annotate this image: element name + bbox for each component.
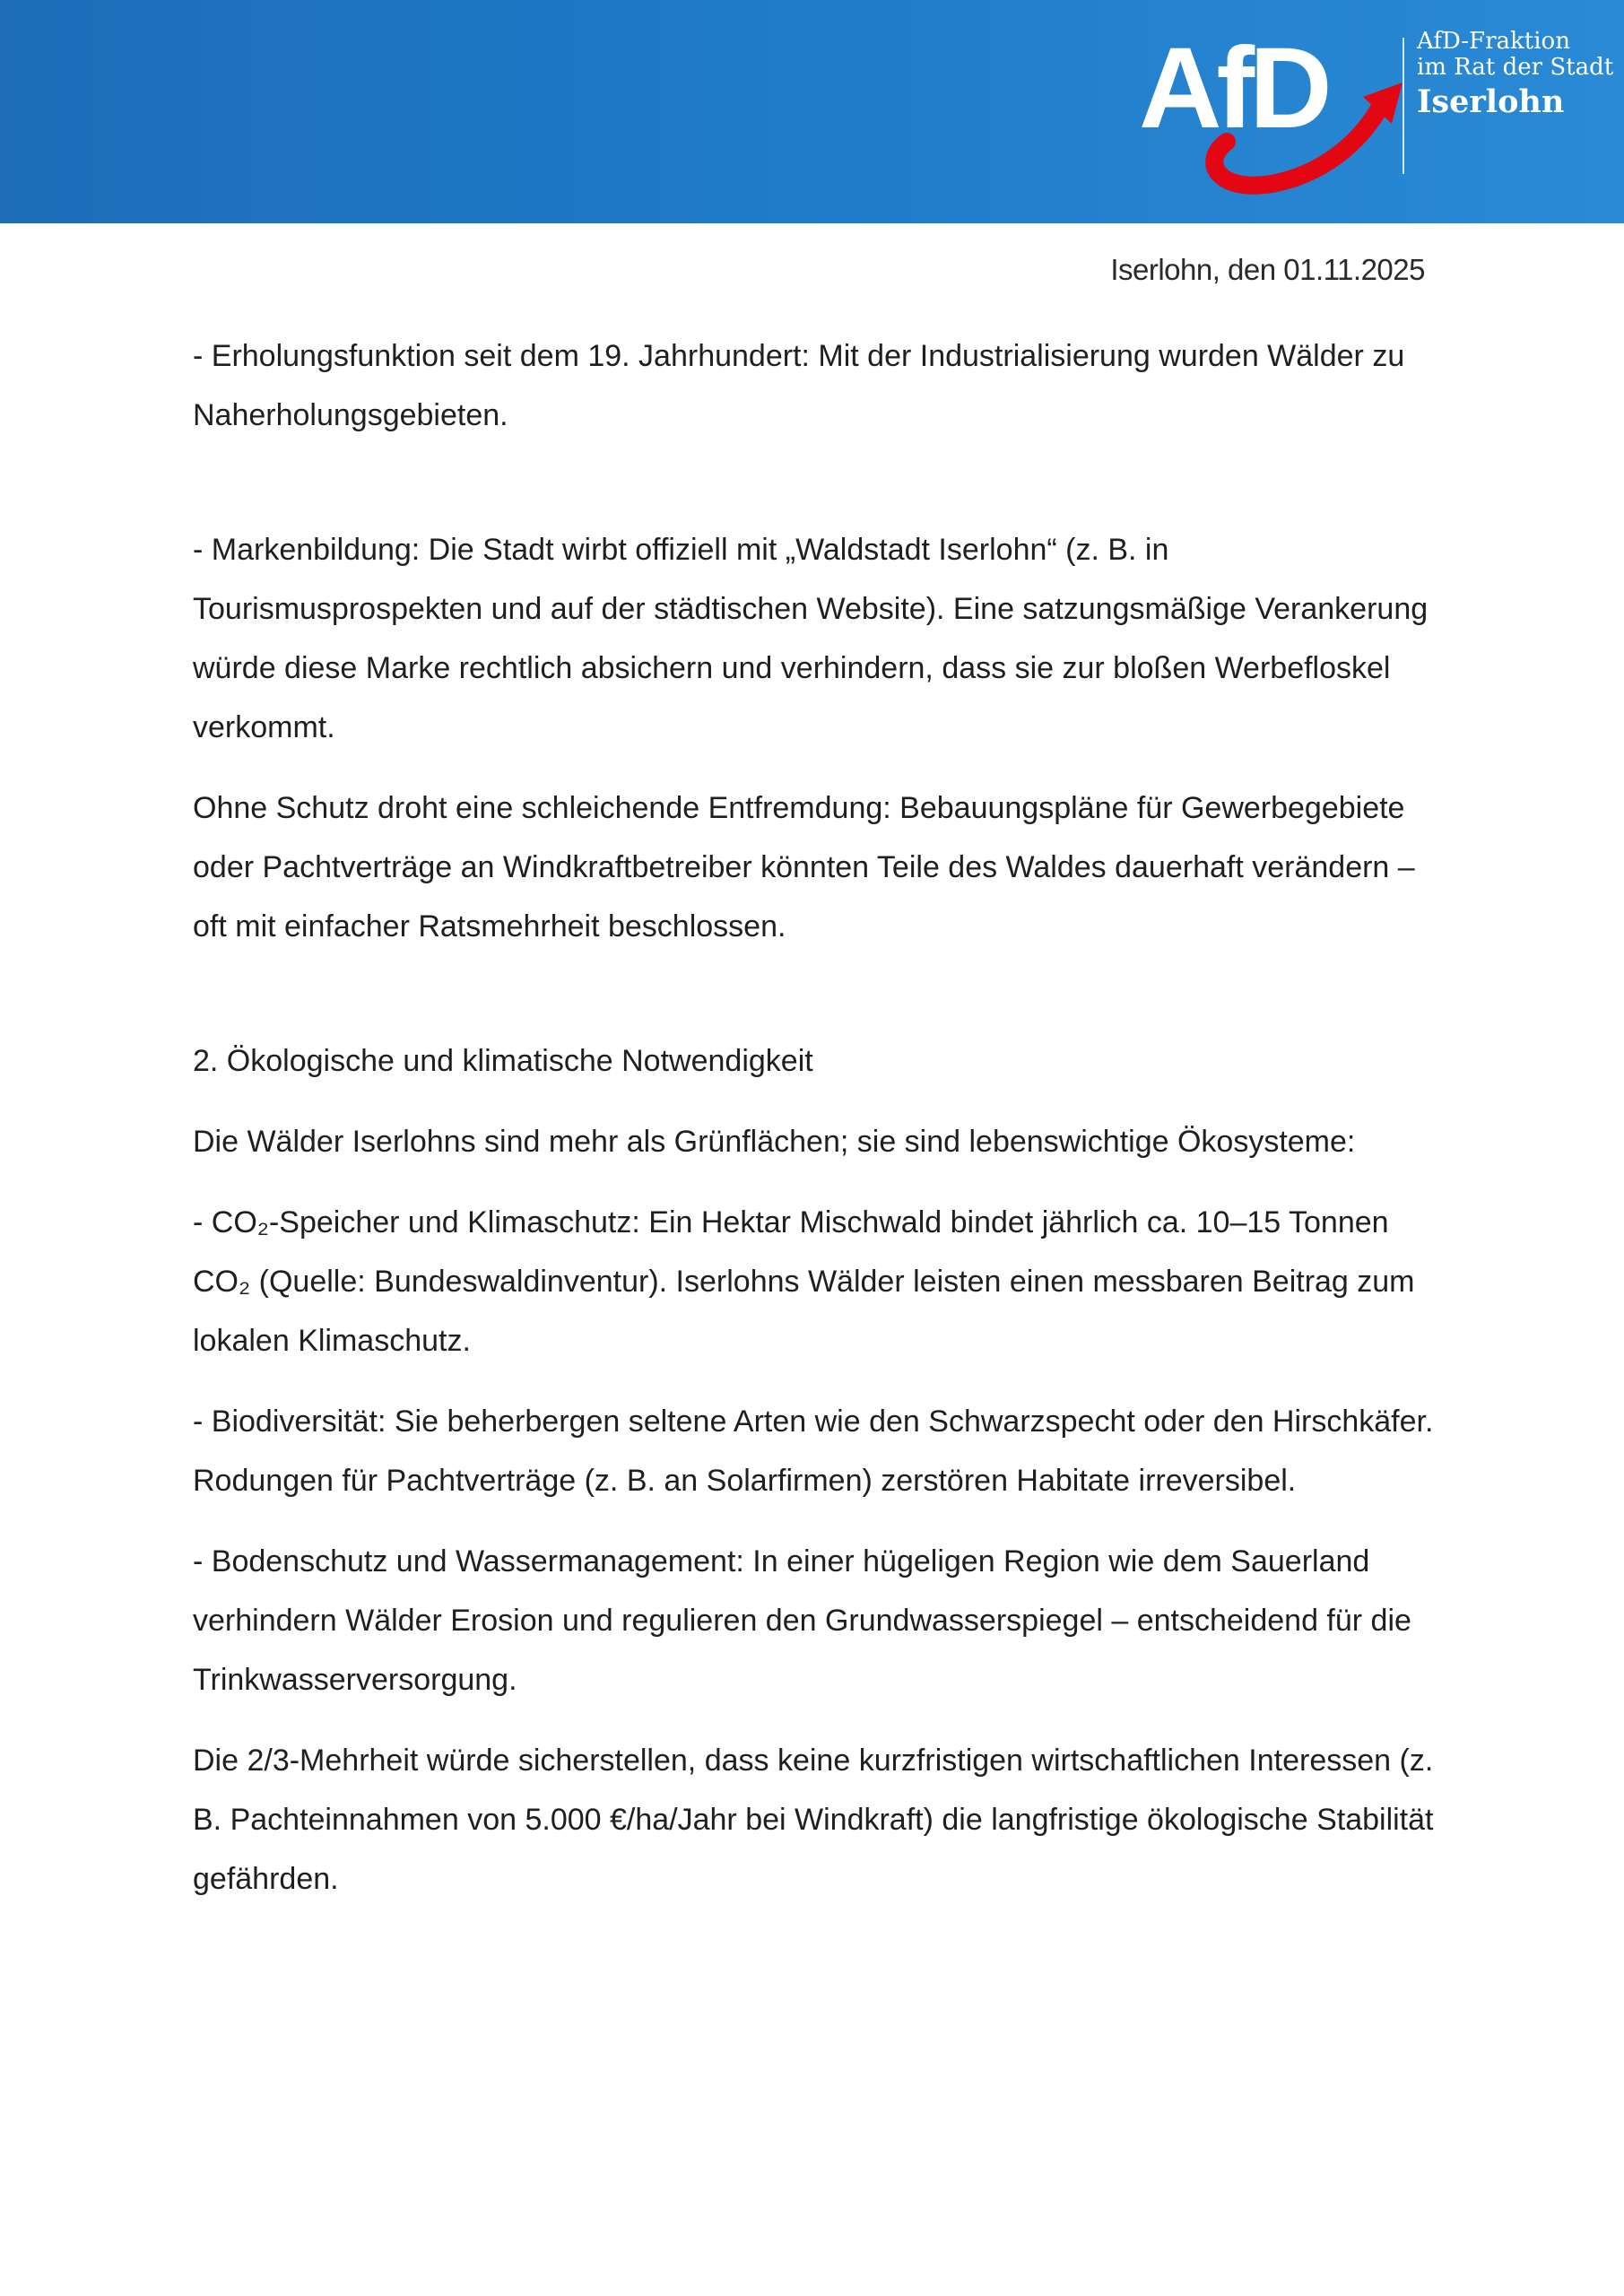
section-heading: 2. Ökologische und klimatische Notwendigkeit <box>193 1044 813 1078</box>
paragraph: Ohne Schutz droht eine schleichende Entfremdung: Bebauungspläne für Gewerbegebiete oder Pachtverträge an Windkraftbetreiber könnten Teile des Waldes dauerhaft verändern – oft mit einfacher Ratsmehrheit beschlossen. <box>193 791 1415 944</box>
paragraph: - Markenbildung: Die Stadt wirbt offiziell mit „Waldstadt Iserlohn“ (z. B. in Tourismusprospekten und auf der städtischen Website). Eine satzungsmäßige Verankerung würde diese Marke rechtlich absichern und verhindern, dass sie zur bloßen Werbefloskel verkommt. <box>193 533 1429 744</box>
org-line-2: im Rat der Stadt <box>1417 54 1614 82</box>
svg-text:AfD: AfD <box>1139 27 1327 152</box>
date-line: Iserlohn, den 01.11.2025 <box>1110 253 1425 286</box>
paragraph: Die 2/3-Mehrheit würde sicherstellen, dass keine kurzfristigen wirtschaftlichen Interessen (z. B. Pachteinnahmen von 5.000 €/ha/Jahr bei Windkraft) die langfristige ökologische Stabilität gefährden. <box>193 1744 1434 1896</box>
afd-fraktion-logo <box>1137 27 1621 197</box>
fraktion-name <box>1417 29 1613 119</box>
paragraph: Die Wälder Iserlohns sind mehr als Grünflächen; sie sind lebenswichtige Ökosysteme: <box>193 1125 1356 1159</box>
afd-logo-mark-icon <box>1137 27 1406 197</box>
paragraph: - CO₂-Speicher und Klimaschutz: Ein Hektar Mischwald bindet jährlich ca. 10–15 Tonnen CO₂ (Quelle: Bundeswaldinventur). Iserlohns Wälder leisten einen messbaren Beitrag zum lokalen Klimaschutz. <box>193 1205 1415 1358</box>
org-line-3: Iserlohn <box>1417 83 1565 121</box>
org-line-1: AfD-Fraktion <box>1417 28 1570 55</box>
document-body <box>193 326 1448 1930</box>
page-header-banner <box>0 0 1624 223</box>
paragraph: - Bodenschutz und Wassermanagement: In einer hügeligen Region wie dem Sauerland verhindern Wälder Erosion und regulieren den Grundwasserspiegel – entscheidend für die Trinkwasserversorgung. <box>193 1544 1411 1697</box>
logo-divider <box>1403 38 1404 174</box>
paragraph: - Erholungsfunktion seit dem 19. Jahrhundert: Mit der Industrialisierung wurden Wälder zu Naherholungsgebieten. <box>193 339 1405 432</box>
paragraph: - Biodiversität: Sie beherbergen seltene Arten wie den Schwarzspecht oder den Hirschkäfer. Rodungen für Pachtverträge (z. B. an Solarfirmen) zerstören Habitate irreversibel. <box>193 1405 1434 1498</box>
